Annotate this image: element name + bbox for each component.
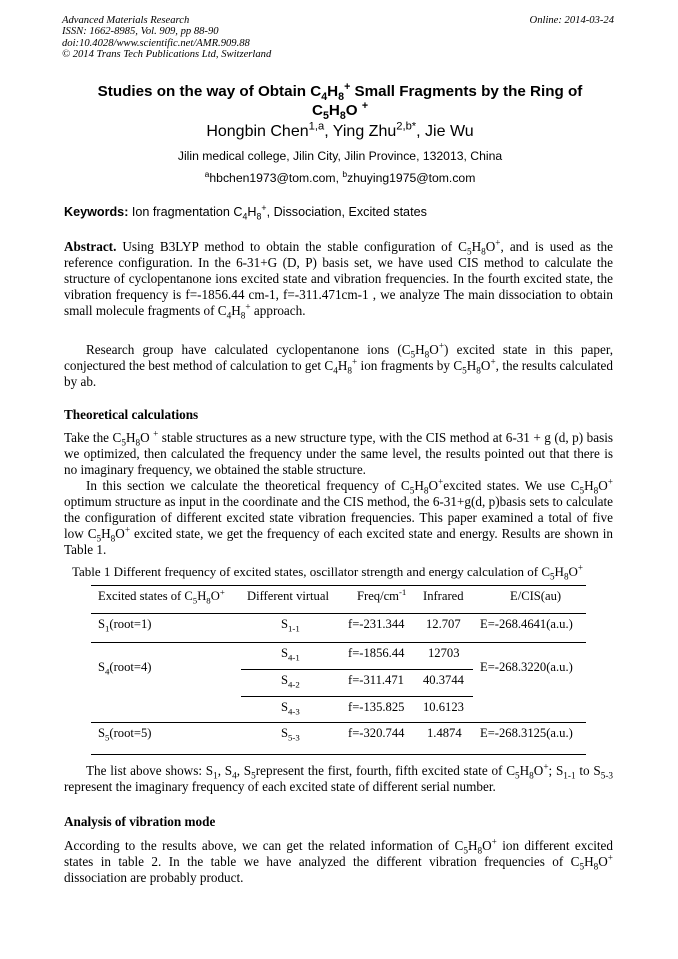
col-header-virtual: Different virtual <box>247 589 329 603</box>
title-line-1: Studies on the way of Obtain $C_4H_8^+$ Small Fragments by the Ring of <box>97 80 583 104</box>
theory-paragraph-2: In this section we calculate the theoretical frequency of $C_5H_8O^+excited$ states. We use $C_5H_8O^+$ optimum structure as input in the coordinate and the CIS method, the 6-31+g(d, p)basis sets to calculate the configuration of different excited state vibration frequencies. This paper examined a total of five low $C_5H_8O^+$ excited state, we get the frequency of each excited state and energy. Results are shown in Table 1. <box>64 476 614 557</box>
table-row-s42-ir: 40.3744 <box>423 673 464 687</box>
col-header-energy: E/CIS(au) <box>510 589 562 603</box>
col-header-excited-states: Excited states of $C_5H_8O^+$ <box>98 586 225 606</box>
keywords-label: Keywords: <box>64 205 129 219</box>
col-header-freq: Freq/$cm^{-1}$ <box>357 586 407 603</box>
table-row-s5-virtual: $S_{5-3}$ <box>281 726 300 743</box>
copyright: © 2014 Trans Tech Publications Ltd, Switzerland <box>62 49 272 61</box>
journal-header <box>62 15 271 61</box>
table-row-s4-state: $S_4(root=4)$ <box>98 660 152 677</box>
doi: doi:10.4028/www.scientific.net/AMR.909.88 <box>62 37 250 49</box>
table-row-s41-freq: f=-1856.44 <box>348 646 405 660</box>
theory-paragraph-1: Take the $C_5H_8O$ + stable structures as a new structure type, with the CIS method at 6-31 + g (d, p) basis we optimized, then calculated the frequency under the same level, the results pointed out that there is no imaginary frequency, we obtained the stable structure. <box>64 428 613 477</box>
abstract-label: Abstract. <box>64 239 117 254</box>
table-row-s1-freq: f=-231.344 <box>348 617 405 631</box>
table-row-s42-virtual: $S_{4-2}$ <box>281 673 300 690</box>
table-row-s5-ir: 1.4874 <box>427 726 462 740</box>
table-row-s43-virtual: $S_{4-3}$ <box>281 700 300 717</box>
table-row-s5-state: $S_5(root=5)$ <box>98 726 152 743</box>
email-link-2[interactable]: zhuying1975@tom.com <box>347 171 476 185</box>
table-row-s42-freq: f=-311.471 <box>348 673 404 687</box>
table-row-s5-freq: f=-320.744 <box>348 726 405 740</box>
table-row-s41-ir: 12703 <box>428 646 460 660</box>
table-rule-header <box>91 613 586 614</box>
table-row-s43-ir: 10.6123 <box>423 700 464 714</box>
title-line-2: $C_5H_8O$ + <box>311 99 369 123</box>
section-heading-vibration: Analysis of vibration mode <box>64 814 216 829</box>
table-explanation: The list above shows: $S_1$, $S_4$, $S_5represent$ the first, fourth, fifth excited state of $C_5H_8O^+$; $S_{1-1}$ to $S_{5-3}$ represent the imaginary frequency of each excited state of different serial number. <box>64 761 614 794</box>
table-row-s43-freq: f=-135.825 <box>348 700 405 714</box>
table-rule-s41 <box>241 669 473 670</box>
online-date: Online: 2014-03-24 <box>529 15 614 26</box>
vibration-paragraph: According to the results above, we can get the related information of $C_5H_8O^+$ ion different excited states in table 2. In the table we have analyzed the different vibration frequencies of $C_5H_8O^+$ dissociation are probably product. <box>64 836 613 885</box>
table-row-s5-energy: E=-268.3125(a.u.) <box>480 726 573 740</box>
paper-title <box>60 80 620 123</box>
affiliation: Jilin medical college, Jilin City, Jilin Province, 132013, China <box>177 149 503 163</box>
table-row-s1-energy: E=-268.4641(a.u.) <box>480 617 573 631</box>
table-row-s1-state: $S_1(root=1)$ <box>98 617 152 634</box>
table-row-s1-ir: 12.707 <box>426 617 461 631</box>
abstract: Abstract. Using B3LYP method to obtain the stable configuration of $C_5H_8O^+$, and is used as the reference configuration. In the 6-31+G (D, P) basis set, we have used CIS method to calculate the structure of cyclopentanone ions excited state and vibration frequencies. In the fourth excited state, the vibration frequency is f=-1856.44 cm-1, f=-311.471cm-1 , we analyze The main dissociation to obtain small molecule fragments of $C_4H_8^+$ approach. <box>64 237 613 321</box>
table-row-s4-energy: E=-268.3220(a.u.) <box>480 660 573 674</box>
keywords: Keywords: Ion fragmentation $C_4H_8^+$, Dissociation, Excited states <box>64 202 427 222</box>
table-rule-bottom <box>91 754 586 755</box>
table-rule-s42 <box>241 696 473 697</box>
issn: ISSN: 1662-8985, Vol. 909, pp 88-90 <box>62 26 219 38</box>
journal-name: Advanced Materials Research <box>62 15 190 26</box>
emails: $^a$hbchen1973@tom.com, $^b$zhuying1975@tom.com <box>204 168 476 185</box>
email-link-1[interactable]: hbchen1973@tom.com <box>209 171 336 185</box>
authors: Hongbin Chen$^{1,a}$, Ying Zhu$^{2,b*}$, Jie Wu <box>206 120 474 140</box>
table-row-s1-virtual: $S_{1-1}$ <box>281 617 300 634</box>
table-caption: Table 1 Different frequency of excited states, oscillator strength and energy calculation of $C_5H_8O^+$ <box>72 562 584 582</box>
table-row-s41-virtual: $S_{4-1}$ <box>281 646 300 663</box>
section-heading-theory: Theoretical calculations <box>64 407 199 422</box>
col-header-infrared: Infrared <box>423 589 464 603</box>
table-rule-top <box>91 585 586 586</box>
intro-paragraph: Research group have calculated cyclopentanone ions $(C_5H_8O^+)$ excited state in this paper, conjectured the best method of calculation to get $C_4H_8^+$ ion fragments by $C_5H_8O^+$, the results calculated by ab. <box>64 340 614 389</box>
table-rule-s4 <box>91 722 586 723</box>
table-rule-row1 <box>91 642 586 643</box>
